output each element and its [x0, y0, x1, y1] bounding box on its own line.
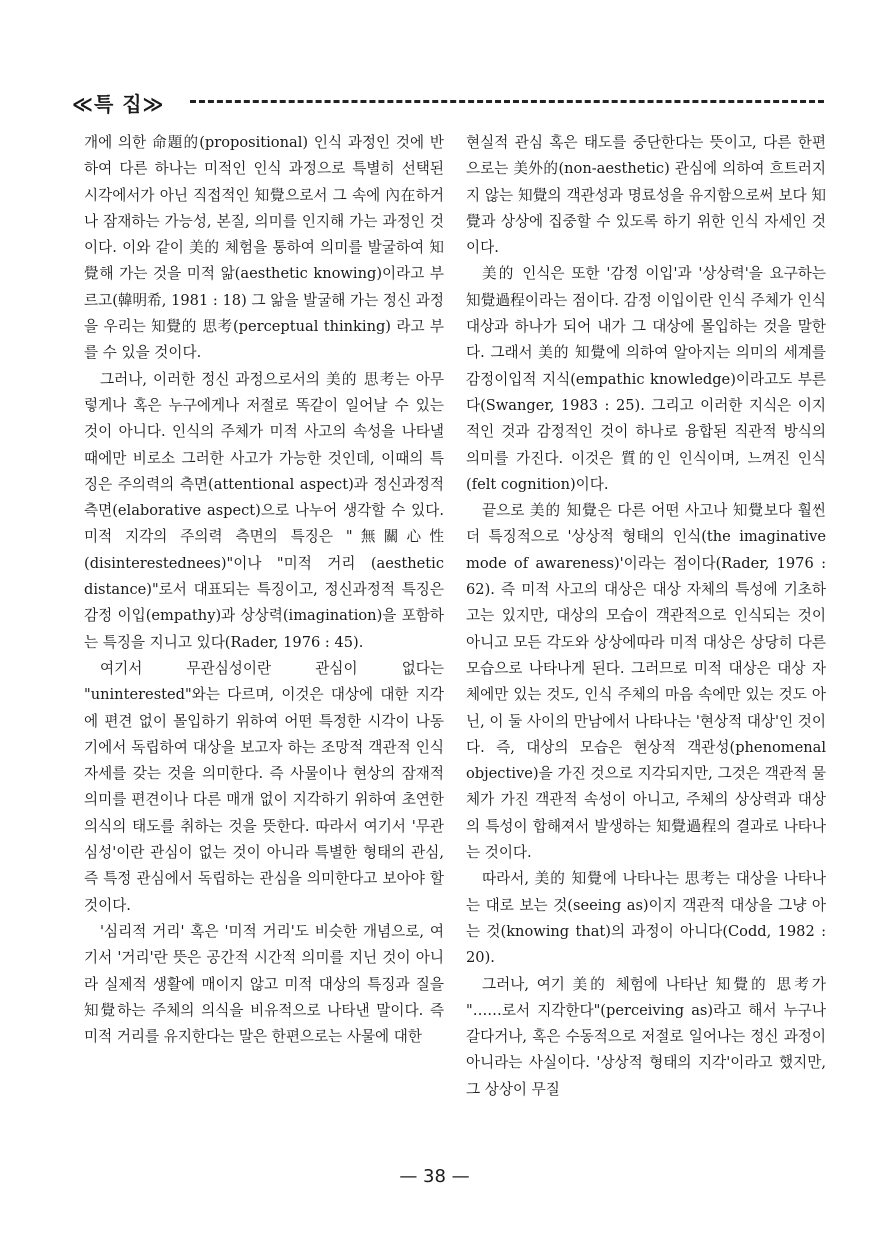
paragraph: 개에 의한 命題的(propositional) 인식 과정인 것에 반하여 다른 하나는 미적인 인식 과정으로 특별히 선택된 시각에서가 아닌 직접적인 知覺으로서 그 속에 內在하거나 잠재하는 가능성, 본질, 의미를 인지해 가는 과정인 것이다. 이와 같이 美的 체험을 통하여 의미를 발굴하여 知覺해 가는 것을 미적 앎(aesthetic knowing)이라고 부르고(韓明希, 1981 : 18) 그 앎을 발굴해 가는 정신 과정을 우리는 知覺的 思考(perceptual thinking) 라고 부를 수 있을 것이다.: [84, 134, 444, 362]
section-header: [72, 88, 824, 118]
header-dashed-rule: [190, 100, 824, 103]
paragraph: 그러나, 이러한 정신 과정으로서의 美的 思考는 아무렇게나 혹은 누구에게나 저절로 똑같이 일어날 수 있는 것이 아니다. 인식의 주체가 미적 사고의 속성을 나타낼 때에만 비로소 그러한 사고가 가능한 것인데, 이때의 특징은 주의력의 측면(attentional aspect)과 정신과정적 측면(elaborative aspect)으로 나누어 생각할 수 있다. 미적 지각의 주의력 측면의 특징은 "無關心性(disinterestednees)"이나 "미적 거리 (aesthetic distance)"로서 대표되는 특징이고, 정신과정적 특징은 감정 이입(empathy)과 상상력(imagination)을 포함하는 특징을 지니고 있다(Rader, 1976 : 45).: [84, 370, 444, 651]
page-number: — 38 —: [399, 1166, 470, 1187]
left-column: [84, 130, 444, 1050]
paragraph: 美的 인식은 또한 '감정 이입'과 '상상력'을 요구하는 知覺過程이라는 점이다. 감정 이입이란 인식 주체가 인식 대상과 하나가 되어 내가 그 대상에 몰입하는 것을 말한다. 그래서 美的 知覺에 의하여 알아지는 의미의 세계를 감정이입적 지식(empathic knowledge)이라고도 부른다(Swanger, 1983 : 25). 그리고 이러한 지식은 이지적인 것과 감정적인 것이 하나로 융합된 직관적 방식의 의미를 가진다. 이것은 質的인 인식이며, 느껴진 인식(felt cognition)이다.: [466, 265, 826, 493]
paragraph: 따라서, 美的 知覺에 나타나는 思考는 대상을 나타나는 대로 보는 것(seeing as)이지 객관적 대상을 그냥 아는 것(knowing that)의 과정이 아니다(Codd, 1982 : 20).: [466, 870, 826, 967]
paragraph: '심리적 거리' 혹은 '미적 거리'도 비슷한 개념으로, 여기서 '거리'란 뜻은 공간적 시간적 의미를 지닌 것이 아니라 실제적 생활에 매이지 않고 미적 대상의 특징과 질을 知覺하는 주체의 의식을 비유적으로 나타낸 말이다. 즉 미적 거리를 유지한다는 말은 한편으로는 사물에 대한: [84, 922, 444, 1046]
section-label: ≪특 집≫: [72, 92, 165, 116]
paragraph: 현실적 관심 혹은 태도를 중단한다는 뜻이고, 다른 한편으로는 美外的(non-aesthetic) 관심에 의하여 흐트러지지 않는 知覺의 객관성과 명료성을 유지함으로써 보다 知覺과 상상에 집중할 수 있도록 하기 위한 인식 자세인 것이다.: [466, 134, 826, 257]
right-column: [466, 130, 826, 1103]
paragraph: 그러나, 여기 美的 체험에 나타난 知覺的 思考가 "……로서 지각한다"(perceiving as)라고 해서 누구나 갈다거나, 혹은 수동적으로 저절로 일어나는 정신 과정이 아니라는 사실이다. '상상적 형태의 지각'이라고 했지만, 그 상상이 무질: [466, 975, 826, 1098]
paragraph: 여기서 무관심성이란 관심이 없다는 "uninterested"와는 다르며, 이것은 대상에 대한 지각에 편견 없이 몰입하기 위하여 어떤 특정한 시각이 나동기에서 독립하여 대상을 보고자 하는 조망적 객관적 인식 자세를 갖는 것을 의미한다. 즉 사물이나 현상의 잠재적 의미를 편견이나 다른 매개 없이 지각하기 위하여 초연한 의식의 태도를 취하는 것을 뜻한다. 따라서 여기서 '무관심성'이란 관심이 없는 것이 아니라 특별한 형태의 관심, 즉 특정 관심에서 독립하는 관심을 의미한다고 보아야 할 것이다.: [84, 659, 444, 914]
paragraph: 끝으로 美的 知覺은 다른 어떤 사고나 知覺보다 훨씬 더 특징적으로 '상상적 형태의 인식(the imaginative mode of awareness)'이라는 점이다(Rader, 1976 : 62). 즉 미적 사고의 대상은 대상 자체의 특성에 기초하고는 있지만, 대상의 모습이 객관적으로 인식되는 것이 아니고 모든 각도와 상상에따라 미적 대상은 상당히 다른 모습으로 나타나게 된다. 그러므로 미적 대상은 대상 자체에만 있는 것도, 인식 주체의 마음 속에만 있는 것도 아닌, 이 둘 사이의 만남에서 나타나는 '현상적 대상'인 것이다. 즉, 대상의 모습은 현상적 객관성(phenomenal objective)을 가진 것으로 지각되지만, 그것은 객관적 물체가 가진 객관적 속성이 아니고, 주체의 상상력과 대상의 특성이 합해져서 발생하는 知覺過程의 결과로 나타나는 것이다.: [466, 502, 826, 862]
